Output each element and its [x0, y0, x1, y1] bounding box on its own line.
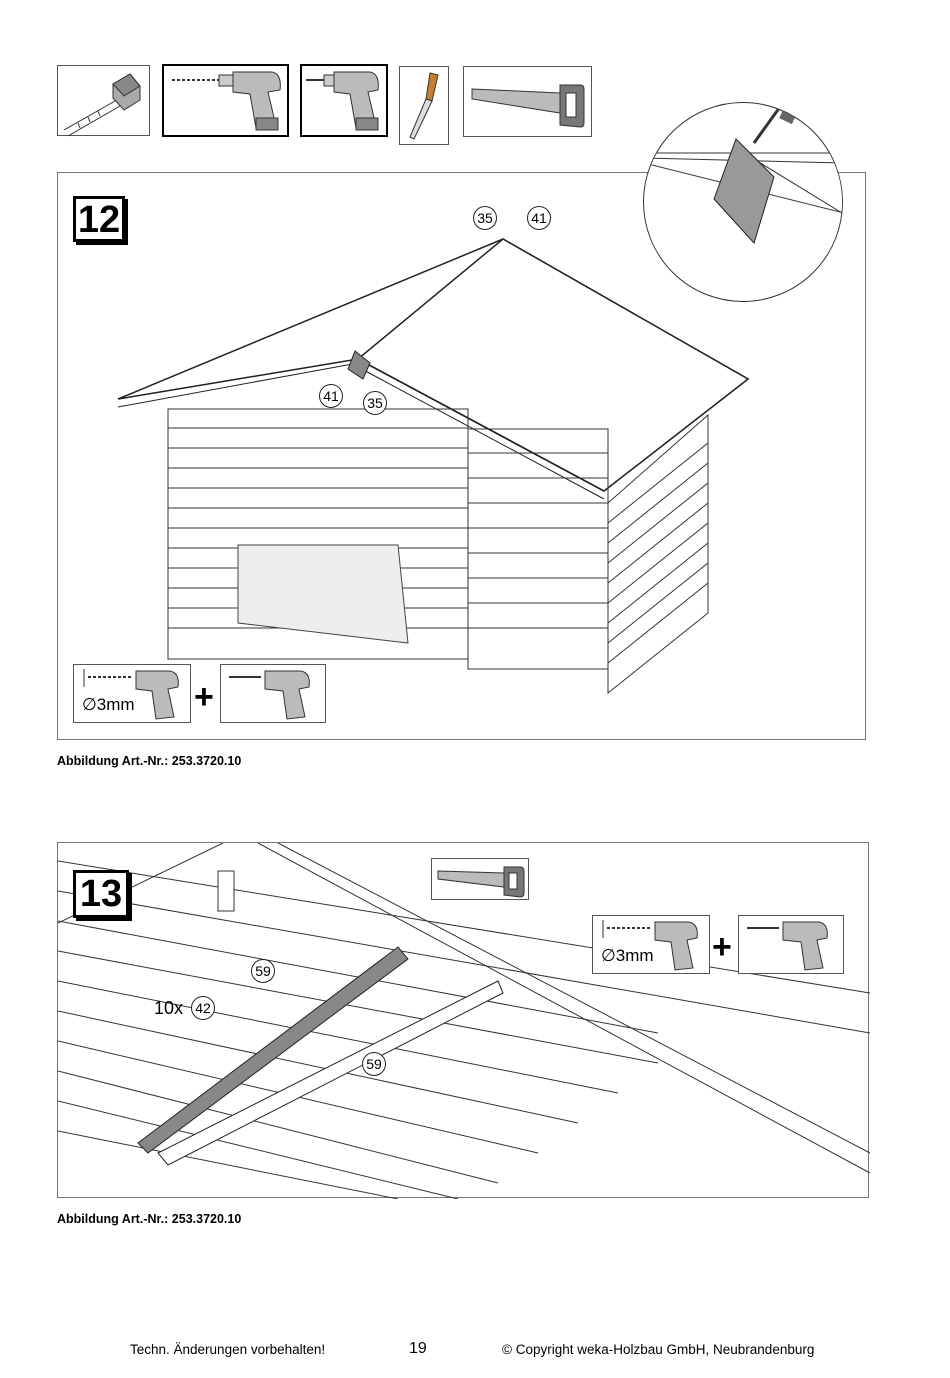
- callout-42: 42: [191, 996, 215, 1020]
- tool-tape-measure: [57, 65, 150, 136]
- callout-35-middle: 35: [363, 391, 387, 415]
- step12-plus: +: [194, 678, 214, 716]
- step13-screwdriver-box: [738, 915, 844, 974]
- step12-drill-diameter: ∅3mm: [82, 695, 135, 714]
- tool-screwdriver-drill: [300, 64, 388, 137]
- tool-handsaw: [463, 66, 592, 137]
- step13-plus: +: [712, 928, 732, 966]
- callout-59-lower: 59: [362, 1052, 386, 1076]
- callout-35-top: 35: [473, 206, 497, 230]
- screwdriver-drill-icon: [302, 66, 390, 139]
- handsaw-icon: [464, 67, 593, 138]
- footer-disclaimer: Techn. Änderungen vorbehalten!: [130, 1342, 326, 1357]
- step13-number: 13: [73, 870, 129, 918]
- tool-drill: [162, 64, 289, 137]
- step13-drill-box: [592, 915, 710, 974]
- handsaw-icon: [432, 859, 530, 901]
- detail-illustration: [644, 103, 842, 301]
- drill-icon: [164, 66, 291, 139]
- footer-copyright: © Copyright weka-Holzbau GmbH, Neubrandenburg: [502, 1342, 815, 1357]
- step13-quantity: 10x: [154, 998, 184, 1018]
- screwdriver-drill-icon: [221, 665, 327, 724]
- step12-screwdriver-box: [220, 664, 326, 723]
- step13-drill-diameter: ∅3mm: [601, 946, 654, 965]
- step13-saw-box: [431, 858, 529, 900]
- callout-41-middle: 41: [319, 384, 343, 408]
- tool-chisel: [399, 66, 449, 145]
- step12-caption: Abbildung Art.-Nr.: 253.3720.10: [57, 754, 242, 768]
- detail-magnifier: [643, 102, 843, 302]
- callout-59-upper: 59: [251, 959, 275, 983]
- step12-number: 12: [73, 196, 125, 242]
- page-number: 19: [409, 1340, 427, 1357]
- screwdriver-drill-icon: [739, 916, 845, 975]
- step12-drill-box: [73, 664, 191, 723]
- step13-caption: Abbildung Art.-Nr.: 253.3720.10: [57, 1212, 242, 1226]
- tape-measure-icon: [58, 66, 151, 137]
- chisel-icon: [400, 67, 450, 146]
- callout-41-top: 41: [527, 206, 551, 230]
